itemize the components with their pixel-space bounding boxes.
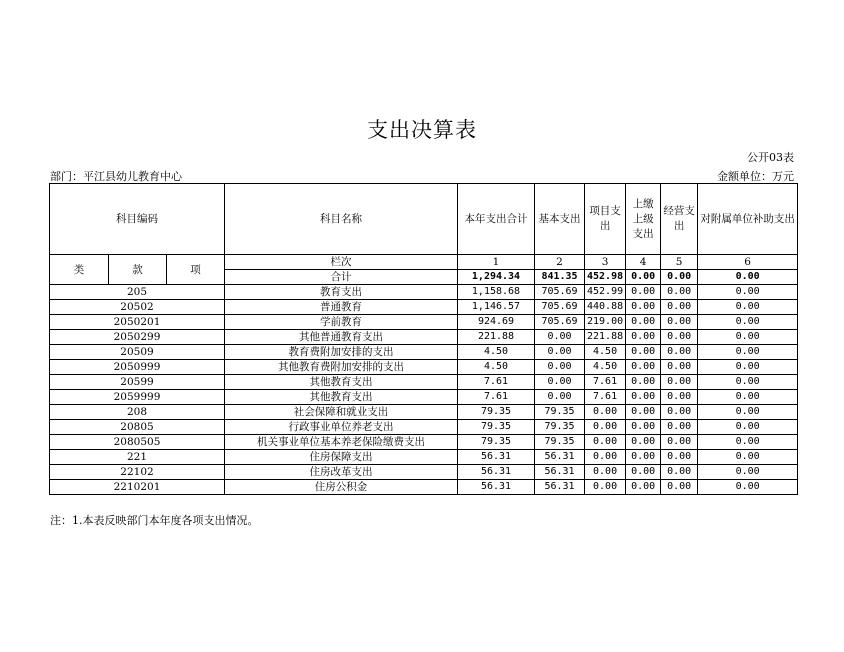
table-row <box>50 285 798 300</box>
subsidiary-subsidy-cell: 0.00 <box>698 285 798 300</box>
total-cell: 0.00 <box>626 270 661 285</box>
subject-code-cell: 20509 <box>50 345 225 360</box>
column-index-label: 栏次 <box>225 255 458 270</box>
basic-expenditure-cell: 0.00 <box>535 345 585 360</box>
table-row <box>50 420 798 435</box>
total-expenditure-cell: 924.69 <box>458 315 535 330</box>
upper-payment-cell: 0.00 <box>626 435 661 450</box>
project-expenditure-cell: 0.00 <box>585 465 626 480</box>
table-row <box>50 450 798 465</box>
header-name: 科目名称 <box>225 184 458 255</box>
project-expenditure-cell: 440.88 <box>585 300 626 315</box>
total-label: 合计 <box>225 270 458 285</box>
subject-name-cell: 其他普通教育支出 <box>225 330 458 345</box>
header-subsidiary-subsidy: 对附属单位补助支出 <box>698 184 798 255</box>
subject-name-cell: 住房改革支出 <box>225 465 458 480</box>
operating-expenditure-cell: 0.00 <box>661 285 698 300</box>
total-cell: 0.00 <box>661 270 698 285</box>
upper-payment-cell: 0.00 <box>626 285 661 300</box>
page-title: 支出决算表 <box>367 118 477 142</box>
table-row <box>50 465 798 480</box>
basic-expenditure-cell: 79.35 <box>535 405 585 420</box>
total-cell: 452.98 <box>585 270 626 285</box>
basic-expenditure-cell: 56.31 <box>535 480 585 495</box>
total-expenditure-cell: 7.61 <box>458 375 535 390</box>
table-row <box>50 360 798 375</box>
total-expenditure-cell: 79.35 <box>458 435 535 450</box>
total-cell: 841.35 <box>535 270 585 285</box>
operating-expenditure-cell: 0.00 <box>661 315 698 330</box>
subject-code-cell: 20599 <box>50 375 225 390</box>
subject-code-cell: 2050999 <box>50 360 225 375</box>
total-expenditure-cell: 221.88 <box>458 330 535 345</box>
subsidiary-subsidy-cell: 0.00 <box>698 480 798 495</box>
operating-expenditure-cell: 0.00 <box>661 345 698 360</box>
basic-expenditure-cell: 79.35 <box>535 420 585 435</box>
subsidiary-subsidy-cell: 0.00 <box>698 360 798 375</box>
total-expenditure-cell: 7.61 <box>458 390 535 405</box>
header-xiang: 项 <box>167 255 225 285</box>
total-cell: 1,294.34 <box>458 270 535 285</box>
total-expenditure-cell: 79.35 <box>458 405 535 420</box>
operating-expenditure-cell: 0.00 <box>661 405 698 420</box>
operating-expenditure-cell: 0.00 <box>661 390 698 405</box>
operating-expenditure-cell: 0.00 <box>661 375 698 390</box>
subject-name-cell: 普通教育 <box>225 300 458 315</box>
subject-code-cell: 208 <box>50 405 225 420</box>
total-expenditure-cell: 4.50 <box>458 360 535 375</box>
total-expenditure-cell: 56.31 <box>458 480 535 495</box>
basic-expenditure-cell: 0.00 <box>535 390 585 405</box>
project-expenditure-cell: 0.00 <box>585 480 626 495</box>
total-cell: 0.00 <box>698 270 798 285</box>
subject-name-cell: 住房公积金 <box>225 480 458 495</box>
column-index: 5 <box>661 255 698 270</box>
subject-code-cell: 22102 <box>50 465 225 480</box>
header-lei: 类 <box>50 255 109 285</box>
operating-expenditure-cell: 0.00 <box>661 300 698 315</box>
table-row <box>50 390 798 405</box>
header-row <box>50 184 798 255</box>
column-index: 3 <box>585 255 626 270</box>
subject-name-cell: 社会保障和就业支出 <box>225 405 458 420</box>
subsidiary-subsidy-cell: 0.00 <box>698 405 798 420</box>
operating-expenditure-cell: 0.00 <box>661 450 698 465</box>
subject-code-cell: 20502 <box>50 300 225 315</box>
subsidiary-subsidy-cell: 0.00 <box>698 465 798 480</box>
upper-payment-cell: 0.00 <box>626 375 661 390</box>
project-expenditure-cell: 0.00 <box>585 405 626 420</box>
total-expenditure-cell: 1,146.57 <box>458 300 535 315</box>
subject-name-cell: 其他教育支出 <box>225 390 458 405</box>
upper-payment-cell: 0.00 <box>626 390 661 405</box>
subject-name-cell: 机关事业单位基本养老保险缴费支出 <box>225 435 458 450</box>
upper-payment-cell: 0.00 <box>626 480 661 495</box>
column-index: 2 <box>535 255 585 270</box>
table-row <box>50 405 798 420</box>
total-expenditure-cell: 56.31 <box>458 450 535 465</box>
table-row <box>50 345 798 360</box>
expenditure-table <box>49 183 798 495</box>
header-kuan: 款 <box>109 255 167 285</box>
form-code: 公开03表 <box>747 151 794 164</box>
operating-expenditure-cell: 0.00 <box>661 360 698 375</box>
subsidiary-subsidy-cell: 0.00 <box>698 435 798 450</box>
upper-payment-cell: 0.00 <box>626 450 661 465</box>
upper-payment-cell: 0.00 <box>626 420 661 435</box>
header-total-expenditure: 本年支出合计 <box>458 184 535 255</box>
subject-name-cell: 其他教育支出 <box>225 375 458 390</box>
subject-name-cell: 教育费附加安排的支出 <box>225 345 458 360</box>
table-row <box>50 480 798 495</box>
project-expenditure-cell: 221.88 <box>585 330 626 345</box>
footnote: 注：1.本表反映部门本年度各项支出情况。 <box>50 514 259 527</box>
column-index-row <box>50 255 798 270</box>
subsidiary-subsidy-cell: 0.00 <box>698 315 798 330</box>
basic-expenditure-cell: 705.69 <box>535 315 585 330</box>
subject-code-cell: 2050299 <box>50 330 225 345</box>
upper-payment-cell: 0.00 <box>626 405 661 420</box>
total-expenditure-cell: 1,158.68 <box>458 285 535 300</box>
subject-code-cell: 2080505 <box>50 435 225 450</box>
subsidiary-subsidy-cell: 0.00 <box>698 300 798 315</box>
project-expenditure-cell: 0.00 <box>585 420 626 435</box>
subject-name-cell: 住房保障支出 <box>225 450 458 465</box>
upper-payment-cell: 0.00 <box>626 360 661 375</box>
subject-name-cell: 行政事业单位养老支出 <box>225 420 458 435</box>
operating-expenditure-cell: 0.00 <box>661 480 698 495</box>
basic-expenditure-cell: 79.35 <box>535 435 585 450</box>
table-row <box>50 300 798 315</box>
subsidiary-subsidy-cell: 0.00 <box>698 420 798 435</box>
project-expenditure-cell: 4.50 <box>585 345 626 360</box>
column-index: 4 <box>626 255 661 270</box>
subsidiary-subsidy-cell: 0.00 <box>698 375 798 390</box>
column-index: 1 <box>458 255 535 270</box>
header-basic-expenditure: 基本支出 <box>535 184 585 255</box>
table-row <box>50 330 798 345</box>
project-expenditure-cell: 7.61 <box>585 375 626 390</box>
upper-payment-cell: 0.00 <box>626 330 661 345</box>
upper-payment-cell: 0.00 <box>626 345 661 360</box>
upper-payment-cell: 0.00 <box>626 465 661 480</box>
table-row <box>50 435 798 450</box>
subsidiary-subsidy-cell: 0.00 <box>698 450 798 465</box>
table-row <box>50 315 798 330</box>
basic-expenditure-cell: 56.31 <box>535 450 585 465</box>
upper-payment-cell: 0.00 <box>626 315 661 330</box>
project-expenditure-cell: 219.00 <box>585 315 626 330</box>
subject-code-cell: 2210201 <box>50 480 225 495</box>
project-expenditure-cell: 4.50 <box>585 360 626 375</box>
project-expenditure-cell: 452.99 <box>585 285 626 300</box>
header-upper-payment: 上缴上级支出 <box>626 184 661 255</box>
basic-expenditure-cell: 0.00 <box>535 330 585 345</box>
total-expenditure-cell: 4.50 <box>458 345 535 360</box>
header-code: 科目编码 <box>50 184 225 255</box>
total-expenditure-cell: 56.31 <box>458 465 535 480</box>
project-expenditure-cell: 0.00 <box>585 435 626 450</box>
basic-expenditure-cell: 0.00 <box>535 375 585 390</box>
subject-code-cell: 2050201 <box>50 315 225 330</box>
operating-expenditure-cell: 0.00 <box>661 465 698 480</box>
project-expenditure-cell: 0.00 <box>585 450 626 465</box>
subject-code-cell: 20805 <box>50 420 225 435</box>
amount-unit-label: 金额单位：万元 <box>717 170 794 183</box>
subject-code-cell: 2059999 <box>50 390 225 405</box>
column-index: 6 <box>698 255 798 270</box>
project-expenditure-cell: 7.61 <box>585 390 626 405</box>
upper-payment-cell: 0.00 <box>626 300 661 315</box>
subsidiary-subsidy-cell: 0.00 <box>698 330 798 345</box>
operating-expenditure-cell: 0.00 <box>661 330 698 345</box>
subsidiary-subsidy-cell: 0.00 <box>698 345 798 360</box>
subject-name-cell: 学前教育 <box>225 315 458 330</box>
operating-expenditure-cell: 0.00 <box>661 435 698 450</box>
subject-code-cell: 221 <box>50 450 225 465</box>
total-expenditure-cell: 79.35 <box>458 420 535 435</box>
header-operating-expenditure: 经营支出 <box>661 184 698 255</box>
header-project-expenditure: 项目支出 <box>585 184 626 255</box>
basic-expenditure-cell: 56.31 <box>535 465 585 480</box>
department-label: 部门：平江县幼儿教育中心 <box>50 170 182 183</box>
subsidiary-subsidy-cell: 0.00 <box>698 390 798 405</box>
table-row <box>50 375 798 390</box>
basic-expenditure-cell: 705.69 <box>535 300 585 315</box>
subject-name-cell: 其他教育费附加安排的支出 <box>225 360 458 375</box>
operating-expenditure-cell: 0.00 <box>661 420 698 435</box>
subject-code-cell: 205 <box>50 285 225 300</box>
basic-expenditure-cell: 705.69 <box>535 285 585 300</box>
subject-name-cell: 教育支出 <box>225 285 458 300</box>
basic-expenditure-cell: 0.00 <box>535 360 585 375</box>
